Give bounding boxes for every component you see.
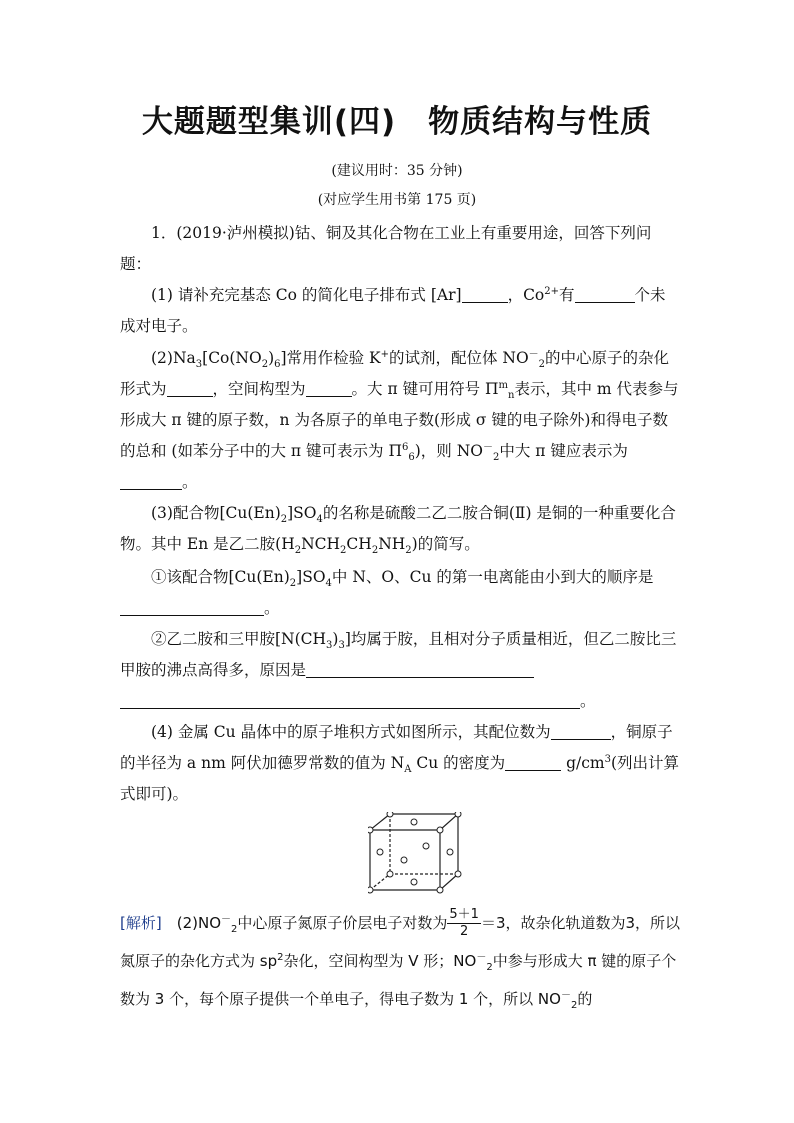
question-intro: 1．(2019·泸州模拟)钴、铜及其化合物在工业上有重要用途，回答下列问题： — [120, 224, 652, 273]
cell-hidden-edge — [370, 874, 390, 890]
question-part-3-2: ②乙二胺和三甲胺$[N(CH_3)_3]$均属于胺，且相对分子质量相近，但乙二胺比三甲胺的沸点高得多，原因是 。 — [120, 630, 677, 710]
face-atom — [411, 819, 417, 825]
fcc-crystal-diagram — [368, 812, 464, 898]
answer-blank[interactable] — [575, 284, 635, 303]
question-part-4: (4) 金属 Cu 晶体中的原子堆积方式如图所示，其配位数为 ，铜原子的半径为 a nm 阿伏加德罗常数的值为 $N_A$ Cu 的密度为 $g/cm^3$(列出计算式即可)。 — [120, 723, 680, 803]
answer-blank[interactable] — [120, 597, 264, 616]
book-reference: (对应学生用书第 175 页) — [317, 192, 477, 208]
corner-atom — [455, 871, 461, 877]
corner-atom — [455, 812, 461, 817]
answer-blank[interactable] — [120, 471, 182, 490]
corner-atom — [437, 827, 443, 833]
face-atom — [423, 843, 429, 849]
face-atom — [411, 879, 417, 885]
page-title: 大题题型集训(四) 物质结构与性质 — [141, 104, 653, 140]
question-part-1: (1) 请补充完基态 Co 的简化电子排布式 [Ar] ，$Co^{2+}$有 个未成对电子。 — [120, 285, 666, 335]
corner-atom — [387, 812, 393, 817]
answer-blank[interactable] — [306, 659, 534, 678]
suggested-time: (建议用时：35 分钟) — [331, 163, 463, 179]
solution-block: [解析] $(2)NO^-_2$中心原子氮原子价层电子对数为 $\frac{5+1}{2}$ ＝3，故杂化轨道数为3，所以氮原子的杂化方式为 $sp^2$杂化，空间构型为 V 形；$NO^-_2$中参与形成大 π 键的原子个数为 3 个，每个原子提供一个单电子，得电子数为 1 个，所以 $NO^-_2$的 — [120, 907, 681, 1011]
corner-atom — [368, 887, 373, 893]
fraction: $\frac{5+1}{2}$ — [449, 907, 479, 939]
corner-atom — [387, 871, 393, 877]
cell-edge — [440, 874, 458, 890]
answer-blank[interactable] — [462, 284, 508, 303]
answer-blank[interactable] — [306, 378, 352, 397]
answer-blank[interactable] — [120, 690, 580, 709]
corner-atom — [437, 887, 443, 893]
question-part-3: (3)配合物$[Cu(En)_2]SO_4$的名称是硫酸二乙二胺合铜(Ⅱ) 是铜的一种重要化合物。其中 En 是乙二胺$(H_2NCH_2CH_2NH_2)$的简写。 — [120, 504, 676, 557]
face-atom — [377, 849, 383, 855]
question-part-2: $(2)Na_3[Co(NO_2)_6]$常用作检验 K+的试剂，配位体 $NO^-_2$的中心原子的杂化形式为 ，空间构型为 。大 π 键可用符号 $\Pi^m_n$表示，其中 m 代表参与形成大 π 键的原子数，n 为各原子的单电子数(形成 σ 键的电子除外)和得电子数的总和 (如苯分子中的大 π 键可表示为 $\Pi^6_6$)，则 $NO^-_2$中大 π 键应表示为 。 — [120, 348, 679, 491]
solution-label: [解析] — [120, 914, 162, 932]
answer-blank[interactable] — [505, 752, 561, 771]
face-atom — [401, 857, 407, 863]
corner-atom — [368, 827, 373, 833]
answer-blank[interactable] — [167, 378, 213, 397]
answer-blank[interactable] — [551, 721, 611, 740]
question-part-3-1: ①该配合物$[Cu(En)_2]SO_4$中 N、O、Cu 的第一电离能由小到大的顺序是 。 — [120, 562, 680, 624]
face-atom — [447, 849, 453, 855]
